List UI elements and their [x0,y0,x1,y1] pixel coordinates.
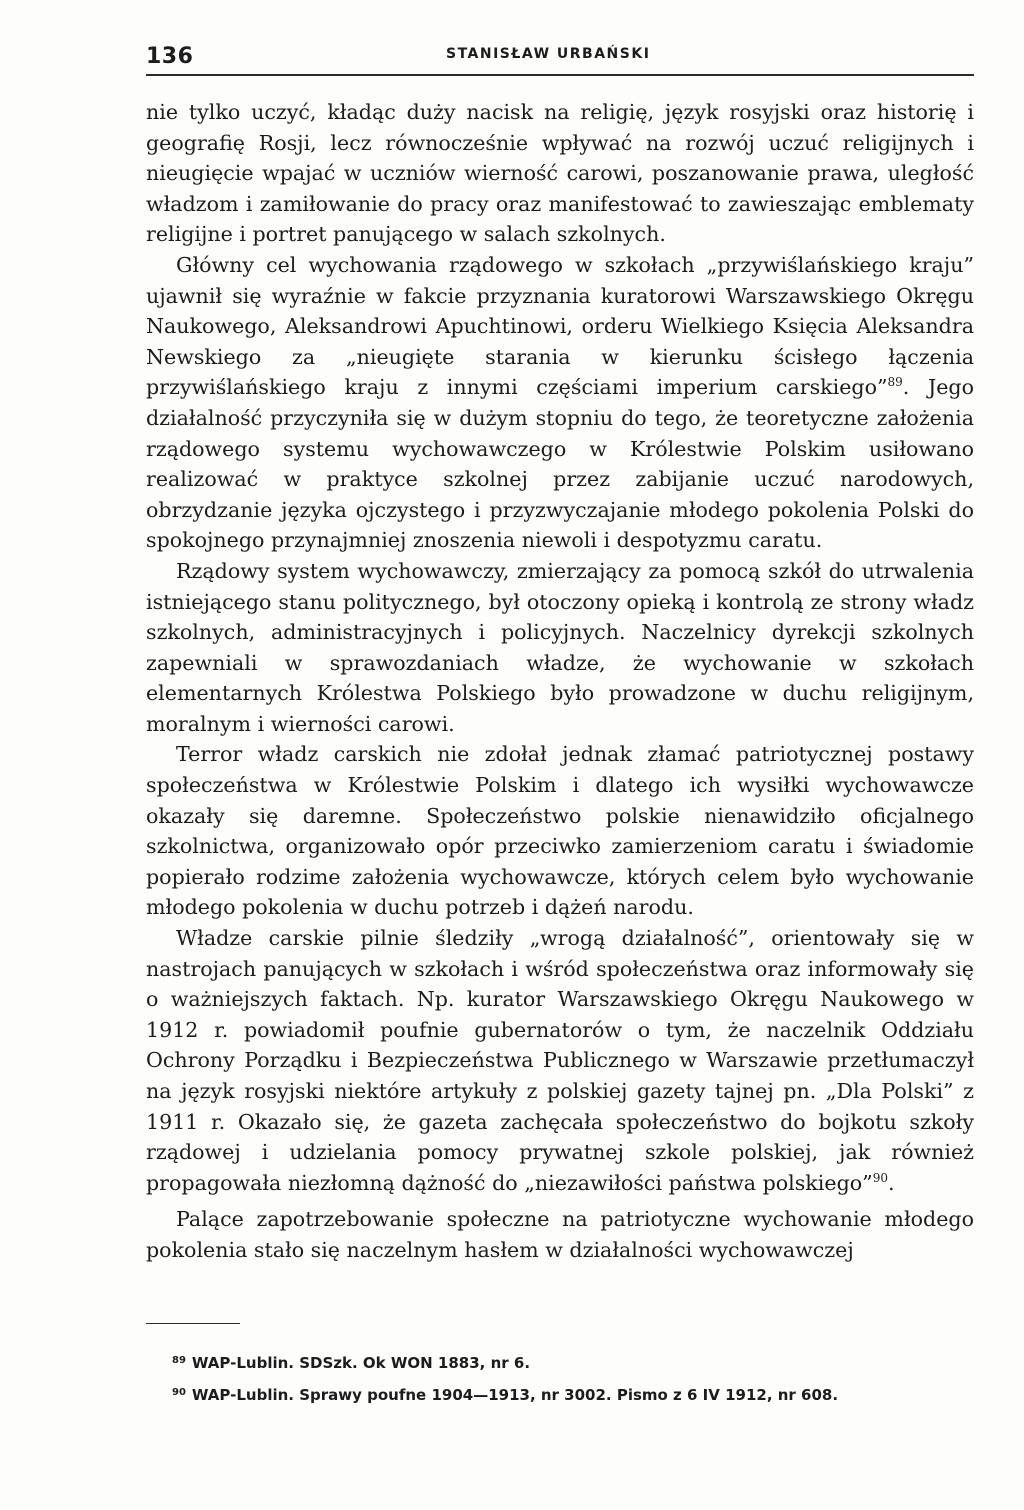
footnote-text: WAP-Lublin. Sprawy poufne 1904—1913, nr 3002. Pismo z 6 IV 1912, nr 608. [191,1386,839,1404]
running-head: STANISŁAW URBAŃSKI [446,46,651,62]
footnote-divider [146,1323,240,1324]
note-ref-89: 89 [887,375,903,390]
paragraph-2 [146,250,974,556]
footnote-89 [172,1346,982,1378]
paragraph-4: Terror władz carskich nie zdołał jednak złamać patriotycznej postawy społeczeństwa w Królestwie Polskim i dlatego ich wysiłki wychowawcze okazały się daremne. Społeczeństwo polskie nienawidziło oficjalnego szkolnictwa, organizowało opór przeciwko zamierzeniom caratu i świadomie popierało rodzime założenia wychowawcze, których celem było wychowanie młodego pokolenia w duchu potrzeb i dążeń narodu. [146,742,974,920]
footnote-marker: 90 [172,1387,186,1398]
page-header [146,38,974,76]
footnote-90 [172,1378,982,1410]
paragraph-3: Rządowy system wychowawczy, zmierzający za pomocą szkół do utrwalenia istniejącego stanu politycznego, był otoczony opieką i kontrolą ze strony władz szkolnych, administracyjnych i policyjnych. Naczelnicy dyrekcji szkolnych zapewniali w sprawozdaniach władze, że wychowanie w szkołach elementarnych Królestwa Polskiego było prowadzone w duchu religijnym, moralnym i wierności carowi. [146,558,974,736]
footnote-text: WAP-Lublin. SDSzk. Ok WON 1883, nr 6. [191,1354,531,1372]
paragraph-5-part-1: Władze carskie pilnie śledziły „wrogą działalność”, orientowały się w nastrojach panujących w szkołach i wśród społeczeństwa oraz informowały się o ważniejszych faktach. Np. kurator Warszawskiego Okręgu Naukowego w 1912 r. powiadomił poufnie gubernatorów o tym, że naczelnik Oddziału Ochrony Porządku i Bezpieczeństwa Publicznego w Warszawie przetłumaczył na język rosyjski niektóre artykuły z polskiej gazety tajnej pn. „Dla Polski” z 1911 r. Okazało się, że gazeta zachęcała społeczeństwo do bojkotu szkoły rządowej i udzielania pomocy prywatnej szkole polskiej, jak również propagowała niezłomną dążność do „niezawiłości państwa polskiego” [146,926,974,1195]
footnote-marker: 89 [172,1355,186,1366]
paragraph-1: nie tylko uczyć, kładąc duży nacisk na religię, język rosyjski oraz historię i geografię Rosji, lecz równocześnie wpływać na rozwój uczuć religijnych i nieugięcie wpajać w uczniów wierność carowi, poszanowanie prawa, uległość władzom i zamiłowanie do pracy oraz manifestować to zawieszając emblematy religijne i portret panującego w salach szkolnych. [146,100,974,247]
paragraph-5-part-2: . [887,1170,895,1195]
note-ref-90: 90 [872,1170,888,1185]
page-number: 136 [146,44,194,69]
paragraph-6: Palące zapotrzebowanie społeczne na patriotyczne wychowanie młodego pokolenia stało się naczelnym hasłem w działalności wychowawczej [146,1207,974,1262]
body-text [146,97,974,1266]
paragraph-5 [146,923,974,1198]
paragraph-2-part-1: Główny cel wychowania rządowego w szkołach „przywiślańskiego kraju” ujawnił się wyraźnie w fakcie przyznania kuratorowi Warszawskiego Okręgu Naukowego, Aleksandrowi Apuchtinowi, orderu Wielkiego Księcia Aleksandra Newskiego za „nieugięte starania w kierunku ścisłego łączenia przywiślańskiego kraju z innymi częściami imperium carskiego” [146,252,974,400]
paragraph-2-part-2: . Jego działalność przyczyniła się w dużym stopniu do tego, że teoretyczne założenia rządowego systemu wychowawczego w Królestwie Polskim usiłowano realizować w praktyce szkolnej przez zabijanie uczuć narodowych, obrzydzanie języka ojczystego i przyzwyczajanie młodego pokolenia Polski do spokojnego przynajmniej znoszenia niewoli i despotyzmu caratu. [146,375,974,553]
footnotes [172,1346,982,1410]
